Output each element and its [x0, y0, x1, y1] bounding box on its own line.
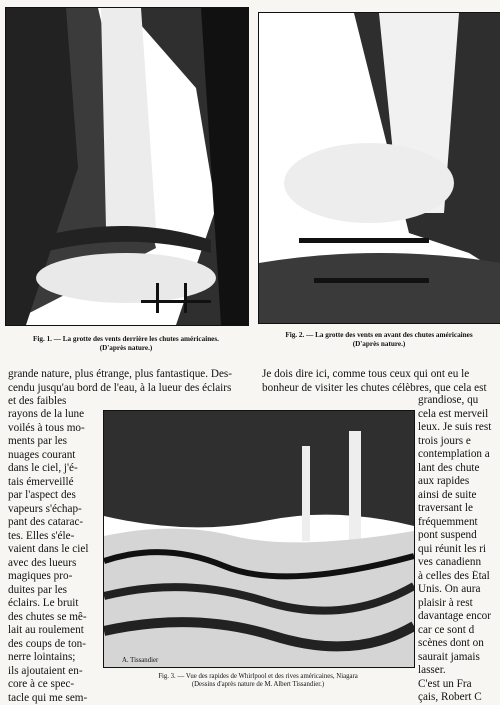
- text-line: tais émerveillé: [8, 476, 100, 490]
- figure-3-signature: A. Tissandier: [122, 657, 172, 665]
- text-line: plaisir à rest: [418, 597, 500, 611]
- text-line: magiques pro-: [8, 570, 100, 584]
- text-line: ainsi de suite: [418, 489, 500, 503]
- figure-2-caption: [258, 331, 500, 349]
- text-line: fréquemment: [418, 516, 500, 530]
- text-line: et des faibles: [8, 395, 253, 409]
- text-line: davantage encor: [418, 610, 500, 624]
- figure-1-illustration: [5, 7, 249, 326]
- text-line: par l'aspect des: [8, 489, 100, 503]
- text-line: saurait jamais: [418, 651, 500, 665]
- text-line: lant des chute: [418, 462, 500, 476]
- text-right-column: [418, 394, 500, 705]
- text-line: vaient dans le ciel: [8, 543, 100, 557]
- figure-1-caption-line1: Fig. 1. — La grotte des vents derrière les chutes américaines.: [5, 335, 247, 344]
- text-line: éclairs. Le bruit: [8, 597, 100, 611]
- text-line: çais, Robert C: [418, 691, 500, 705]
- text-left-column: [8, 408, 100, 705]
- text-top-right: [262, 368, 500, 395]
- text-line: Unis. On aura: [418, 583, 500, 597]
- text-line: rayons de la lune: [8, 408, 100, 422]
- text-line: tacle qui me sem-: [8, 692, 100, 705]
- text-line: bonheur de visiter les chutes célèbres, que cela est: [262, 382, 500, 396]
- text-top-left: [8, 368, 253, 409]
- text-line: traversant le: [418, 502, 500, 516]
- figure-3-illustration: [103, 410, 415, 668]
- figure-2-illustration: [258, 12, 500, 324]
- text-line: voilés à tous mo-: [8, 422, 100, 436]
- figure-1-caption: [5, 335, 247, 353]
- figure-3-caption-line1: Fig. 3. — Vue des rapides de Whirlpool et des rives américaines, Niagara: [103, 673, 413, 681]
- text-line: pant des catarac-: [8, 516, 100, 530]
- text-line: nuages courant: [8, 449, 100, 463]
- figure-3-caption: [103, 673, 413, 689]
- text-line: cela est merveil: [418, 408, 500, 422]
- text-line: scènes dont on: [418, 637, 500, 651]
- figure-3-caption-line2: (Dessins d'après nature de M. Albert Tissandier.): [103, 681, 413, 689]
- text-line: dans le ciel, j'é-: [8, 462, 100, 476]
- text-line: core à ce spec-: [8, 678, 100, 692]
- figure-2-caption-line1: Fig. 2. — La grotte des vents en avant des chutes américaines: [258, 331, 500, 340]
- text-line: leux. Je suis rest: [418, 421, 500, 435]
- text-line: duites par les: [8, 584, 100, 598]
- text-line: lait au roulement: [8, 624, 100, 638]
- figure-2-caption-line2: (D'après nature.): [258, 340, 500, 349]
- text-line: vapeurs s'échap-: [8, 503, 100, 517]
- text-line: nerre lointains;: [8, 651, 100, 665]
- text-line: car ce sont d: [418, 624, 500, 638]
- text-line: grande nature, plus étrange, plus fantastique. Des-: [8, 368, 253, 382]
- text-line: aux rapides: [418, 475, 500, 489]
- text-line: contemplation a: [418, 448, 500, 462]
- text-line: ments par les: [8, 435, 100, 449]
- text-line: pont suspend: [418, 529, 500, 543]
- text-line: ves canadienn: [418, 556, 500, 570]
- text-line: des coups de ton-: [8, 638, 100, 652]
- text-line: Je dois dire ici, comme tous ceux qui ont eu le: [262, 368, 500, 382]
- text-line: cendu jusqu'au bord de l'eau, à la lueur des éclairs: [8, 382, 253, 396]
- figure-1-caption-line2: (D'après nature.): [5, 344, 247, 353]
- text-line: qui réunit les ri: [418, 543, 500, 557]
- text-line: ils ajoutaient en-: [8, 665, 100, 679]
- text-line: C'est un Fra: [418, 678, 500, 692]
- text-line: à celles des Étal: [418, 570, 500, 584]
- text-line: lasser.: [418, 664, 500, 678]
- text-line: tes. Elles s'éle-: [8, 530, 100, 544]
- text-line: trois jours e: [418, 435, 500, 449]
- text-line: avec des lueurs: [8, 557, 100, 571]
- text-line: des chutes se mê-: [8, 611, 100, 625]
- text-line: grandiose, qu: [418, 394, 500, 408]
